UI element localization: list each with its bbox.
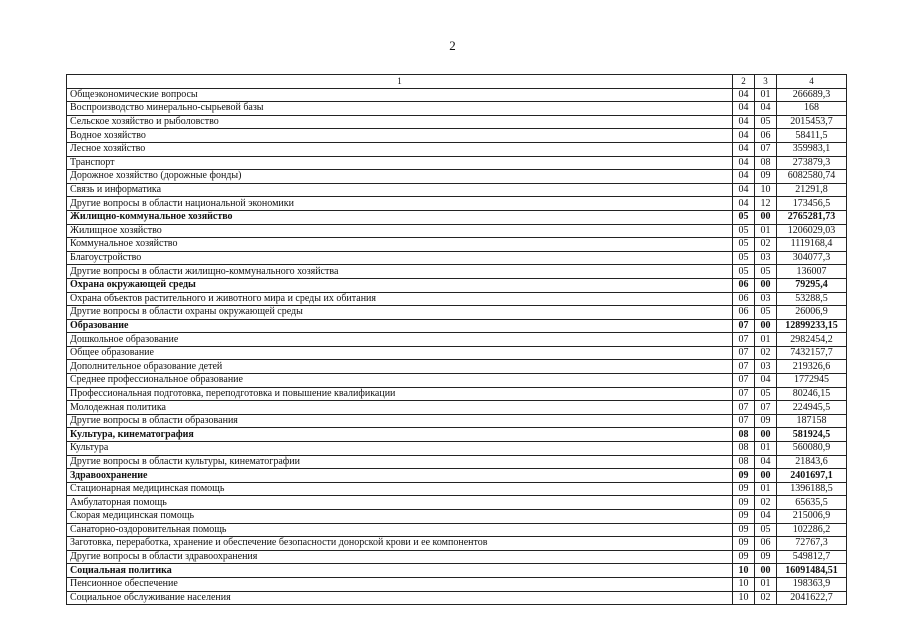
row-section: 07 [733,333,755,347]
row-amount: 12899233,15 [777,319,847,333]
row-name: Другие вопросы в области жилищно-коммунального хозяйства [67,265,733,279]
page-number: 2 [449,38,456,53]
table-body [67,88,847,605]
row-name: Дошкольное образование [67,333,733,347]
row-section: 06 [733,278,755,292]
table-row [67,346,847,360]
table-row [67,142,847,156]
table-row [67,510,847,524]
row-amount: 1396188,5 [777,482,847,496]
row-subsection: 04 [755,455,777,469]
row-amount: 560080,9 [777,442,847,456]
row-subsection: 05 [755,306,777,320]
row-subsection: 00 [755,319,777,333]
table-row [67,224,847,238]
row-subsection: 05 [755,115,777,129]
row-name: Жилищно-коммунальное хозяйство [67,210,733,224]
row-subsection: 00 [755,428,777,442]
table-row [67,278,847,292]
row-amount: 2982454,2 [777,333,847,347]
table-row [67,319,847,333]
row-name: Другие вопросы в области национальной экономики [67,197,733,211]
row-amount: 72767,3 [777,537,847,551]
row-subsection: 00 [755,469,777,483]
row-section: 07 [733,401,755,415]
row-subsection: 01 [755,577,777,591]
table-row [67,550,847,564]
row-name: Социальная политика [67,564,733,578]
row-name: Благоустройство [67,251,733,265]
row-name: Транспорт [67,156,733,170]
row-name: Санаторно-оздоровительная помощь [67,523,733,537]
table-row [67,88,847,102]
row-section: 04 [733,156,755,170]
row-subsection: 06 [755,129,777,143]
table-row [67,469,847,483]
row-name: Воспроизводство минерально-сырьевой базы [67,102,733,116]
row-section: 05 [733,251,755,265]
row-section: 09 [733,550,755,564]
row-subsection: 05 [755,387,777,401]
table-row [67,170,847,184]
row-name: Образование [67,319,733,333]
row-name: Пенсионное обеспечение [67,577,733,591]
table-row [67,238,847,252]
table-row [67,387,847,401]
row-amount: 359983,1 [777,142,847,156]
row-amount: 1772945 [777,374,847,388]
row-amount: 1206029,03 [777,224,847,238]
row-amount: 21843,6 [777,455,847,469]
row-subsection: 01 [755,442,777,456]
row-subsection: 07 [755,401,777,415]
table-row [67,537,847,551]
row-section: 04 [733,102,755,116]
row-amount: 266689,3 [777,88,847,102]
row-subsection: 09 [755,170,777,184]
row-subsection: 02 [755,346,777,360]
row-section: 07 [733,387,755,401]
table-row [67,183,847,197]
row-name: Амбулаторная помощь [67,496,733,510]
row-amount: 2015453,7 [777,115,847,129]
row-name: Другие вопросы в области охраны окружающей среды [67,306,733,320]
row-section: 05 [733,265,755,279]
row-amount: 198363,9 [777,577,847,591]
table-row [67,442,847,456]
row-section: 07 [733,319,755,333]
row-name: Профессиональная подготовка, переподготовка и повышение квалификации [67,387,733,401]
row-subsection: 02 [755,591,777,605]
row-name: Стационарная медицинская помощь [67,482,733,496]
row-subsection: 01 [755,224,777,238]
row-name: Дорожное хозяйство (дорожные фонды) [67,170,733,184]
row-subsection: 05 [755,523,777,537]
row-subsection: 10 [755,183,777,197]
row-amount: 2401697,1 [777,469,847,483]
row-subsection: 05 [755,265,777,279]
row-amount: 219326,6 [777,360,847,374]
table-row [67,577,847,591]
row-section: 06 [733,292,755,306]
row-subsection: 01 [755,88,777,102]
table-row [67,115,847,129]
row-section: 04 [733,170,755,184]
row-amount: 1119168,4 [777,238,847,252]
row-name: Другие вопросы в области здравоохранения [67,550,733,564]
header-col-1: 1 [67,75,733,89]
row-amount: 2765281,73 [777,210,847,224]
row-subsection: 02 [755,496,777,510]
row-subsection: 03 [755,251,777,265]
table-row [67,591,847,605]
row-amount: 173456,5 [777,197,847,211]
budget-table [66,74,847,605]
table-row [67,333,847,347]
row-section: 09 [733,482,755,496]
row-amount: 273879,3 [777,156,847,170]
row-section: 09 [733,537,755,551]
row-section: 09 [733,469,755,483]
row-name: Культура, кинематография [67,428,733,442]
row-name: Коммунальное хозяйство [67,238,733,252]
table-row [67,292,847,306]
row-subsection: 09 [755,414,777,428]
row-name: Дополнительное образование детей [67,360,733,374]
row-amount: 53288,5 [777,292,847,306]
row-name: Охрана объектов растительного и животного мира и среды их обитания [67,292,733,306]
row-section: 04 [733,142,755,156]
row-name: Молодежная политика [67,401,733,415]
row-amount: 21291,8 [777,183,847,197]
row-section: 05 [733,238,755,252]
row-name: Заготовка, переработка, хранение и обеспечение безопасности донорской крови и ее компонентов [67,537,733,551]
row-name: Здравоохранение [67,469,733,483]
row-subsection: 04 [755,374,777,388]
row-section: 04 [733,88,755,102]
row-section: 08 [733,428,755,442]
row-subsection: 09 [755,550,777,564]
row-name: Общеэкономические вопросы [67,88,733,102]
table-row [67,129,847,143]
row-section: 05 [733,224,755,238]
row-name: Среднее профессиональное образование [67,374,733,388]
row-name: Скорая медицинская помощь [67,510,733,524]
row-section: 04 [733,115,755,129]
row-section: 07 [733,360,755,374]
row-section: 08 [733,455,755,469]
row-amount: 80246,15 [777,387,847,401]
row-amount: 304077,3 [777,251,847,265]
row-section: 10 [733,564,755,578]
row-subsection: 04 [755,510,777,524]
row-amount: 581924,5 [777,428,847,442]
row-section: 10 [733,577,755,591]
row-subsection: 02 [755,238,777,252]
row-name: Сельское хозяйство и рыболовство [67,115,733,129]
row-section: 09 [733,510,755,524]
row-name: Культура [67,442,733,456]
table-header-row [67,75,847,89]
row-amount: 215006,9 [777,510,847,524]
row-amount: 102286,2 [777,523,847,537]
table-row [67,374,847,388]
table-row [67,306,847,320]
row-name: Охрана окружающей среды [67,278,733,292]
row-section: 10 [733,591,755,605]
row-amount: 2041622,7 [777,591,847,605]
row-section: 06 [733,306,755,320]
row-name: Лесное хозяйство [67,142,733,156]
table-row [67,482,847,496]
row-amount: 16091484,51 [777,564,847,578]
row-amount: 65635,5 [777,496,847,510]
table-row [67,523,847,537]
row-subsection: 06 [755,537,777,551]
row-subsection: 01 [755,482,777,496]
row-section: 09 [733,496,755,510]
table-row [67,428,847,442]
row-subsection: 12 [755,197,777,211]
row-amount: 187158 [777,414,847,428]
header-col-4: 4 [777,75,847,89]
row-subsection: 07 [755,142,777,156]
row-amount: 136007 [777,265,847,279]
table-row [67,265,847,279]
row-amount: 168 [777,102,847,116]
row-name: Другие вопросы в области образования [67,414,733,428]
header-col-2: 2 [733,75,755,89]
row-amount: 549812,7 [777,550,847,564]
row-subsection: 04 [755,102,777,116]
table-row [67,414,847,428]
row-name: Связь и информатика [67,183,733,197]
table-row [67,564,847,578]
row-subsection: 00 [755,564,777,578]
row-amount: 58411,5 [777,129,847,143]
table-row [67,496,847,510]
row-section: 07 [733,374,755,388]
row-section: 08 [733,442,755,456]
table-row [67,197,847,211]
row-subsection: 00 [755,210,777,224]
row-amount: 224945,5 [777,401,847,415]
header-col-3: 3 [755,75,777,89]
row-amount: 7432157,7 [777,346,847,360]
row-section: 09 [733,523,755,537]
table-row [67,401,847,415]
table-row [67,156,847,170]
row-name: Социальное обслуживание населения [67,591,733,605]
row-section: 07 [733,346,755,360]
row-section: 04 [733,183,755,197]
row-section: 05 [733,210,755,224]
table-row [67,360,847,374]
row-subsection: 00 [755,278,777,292]
row-name: Общее образование [67,346,733,360]
row-name: Жилищное хозяйство [67,224,733,238]
row-name: Водное хозяйство [67,129,733,143]
row-amount: 26006,9 [777,306,847,320]
row-subsection: 03 [755,360,777,374]
table-row [67,251,847,265]
table-row [67,455,847,469]
row-subsection: 01 [755,333,777,347]
row-amount: 79295,4 [777,278,847,292]
row-subsection: 08 [755,156,777,170]
row-section: 07 [733,414,755,428]
row-subsection: 03 [755,292,777,306]
row-amount: 6082580,74 [777,170,847,184]
row-name: Другие вопросы в области культуры, кинематографии [67,455,733,469]
row-section: 04 [733,129,755,143]
row-section: 04 [733,197,755,211]
table-row [67,210,847,224]
table-row [67,102,847,116]
